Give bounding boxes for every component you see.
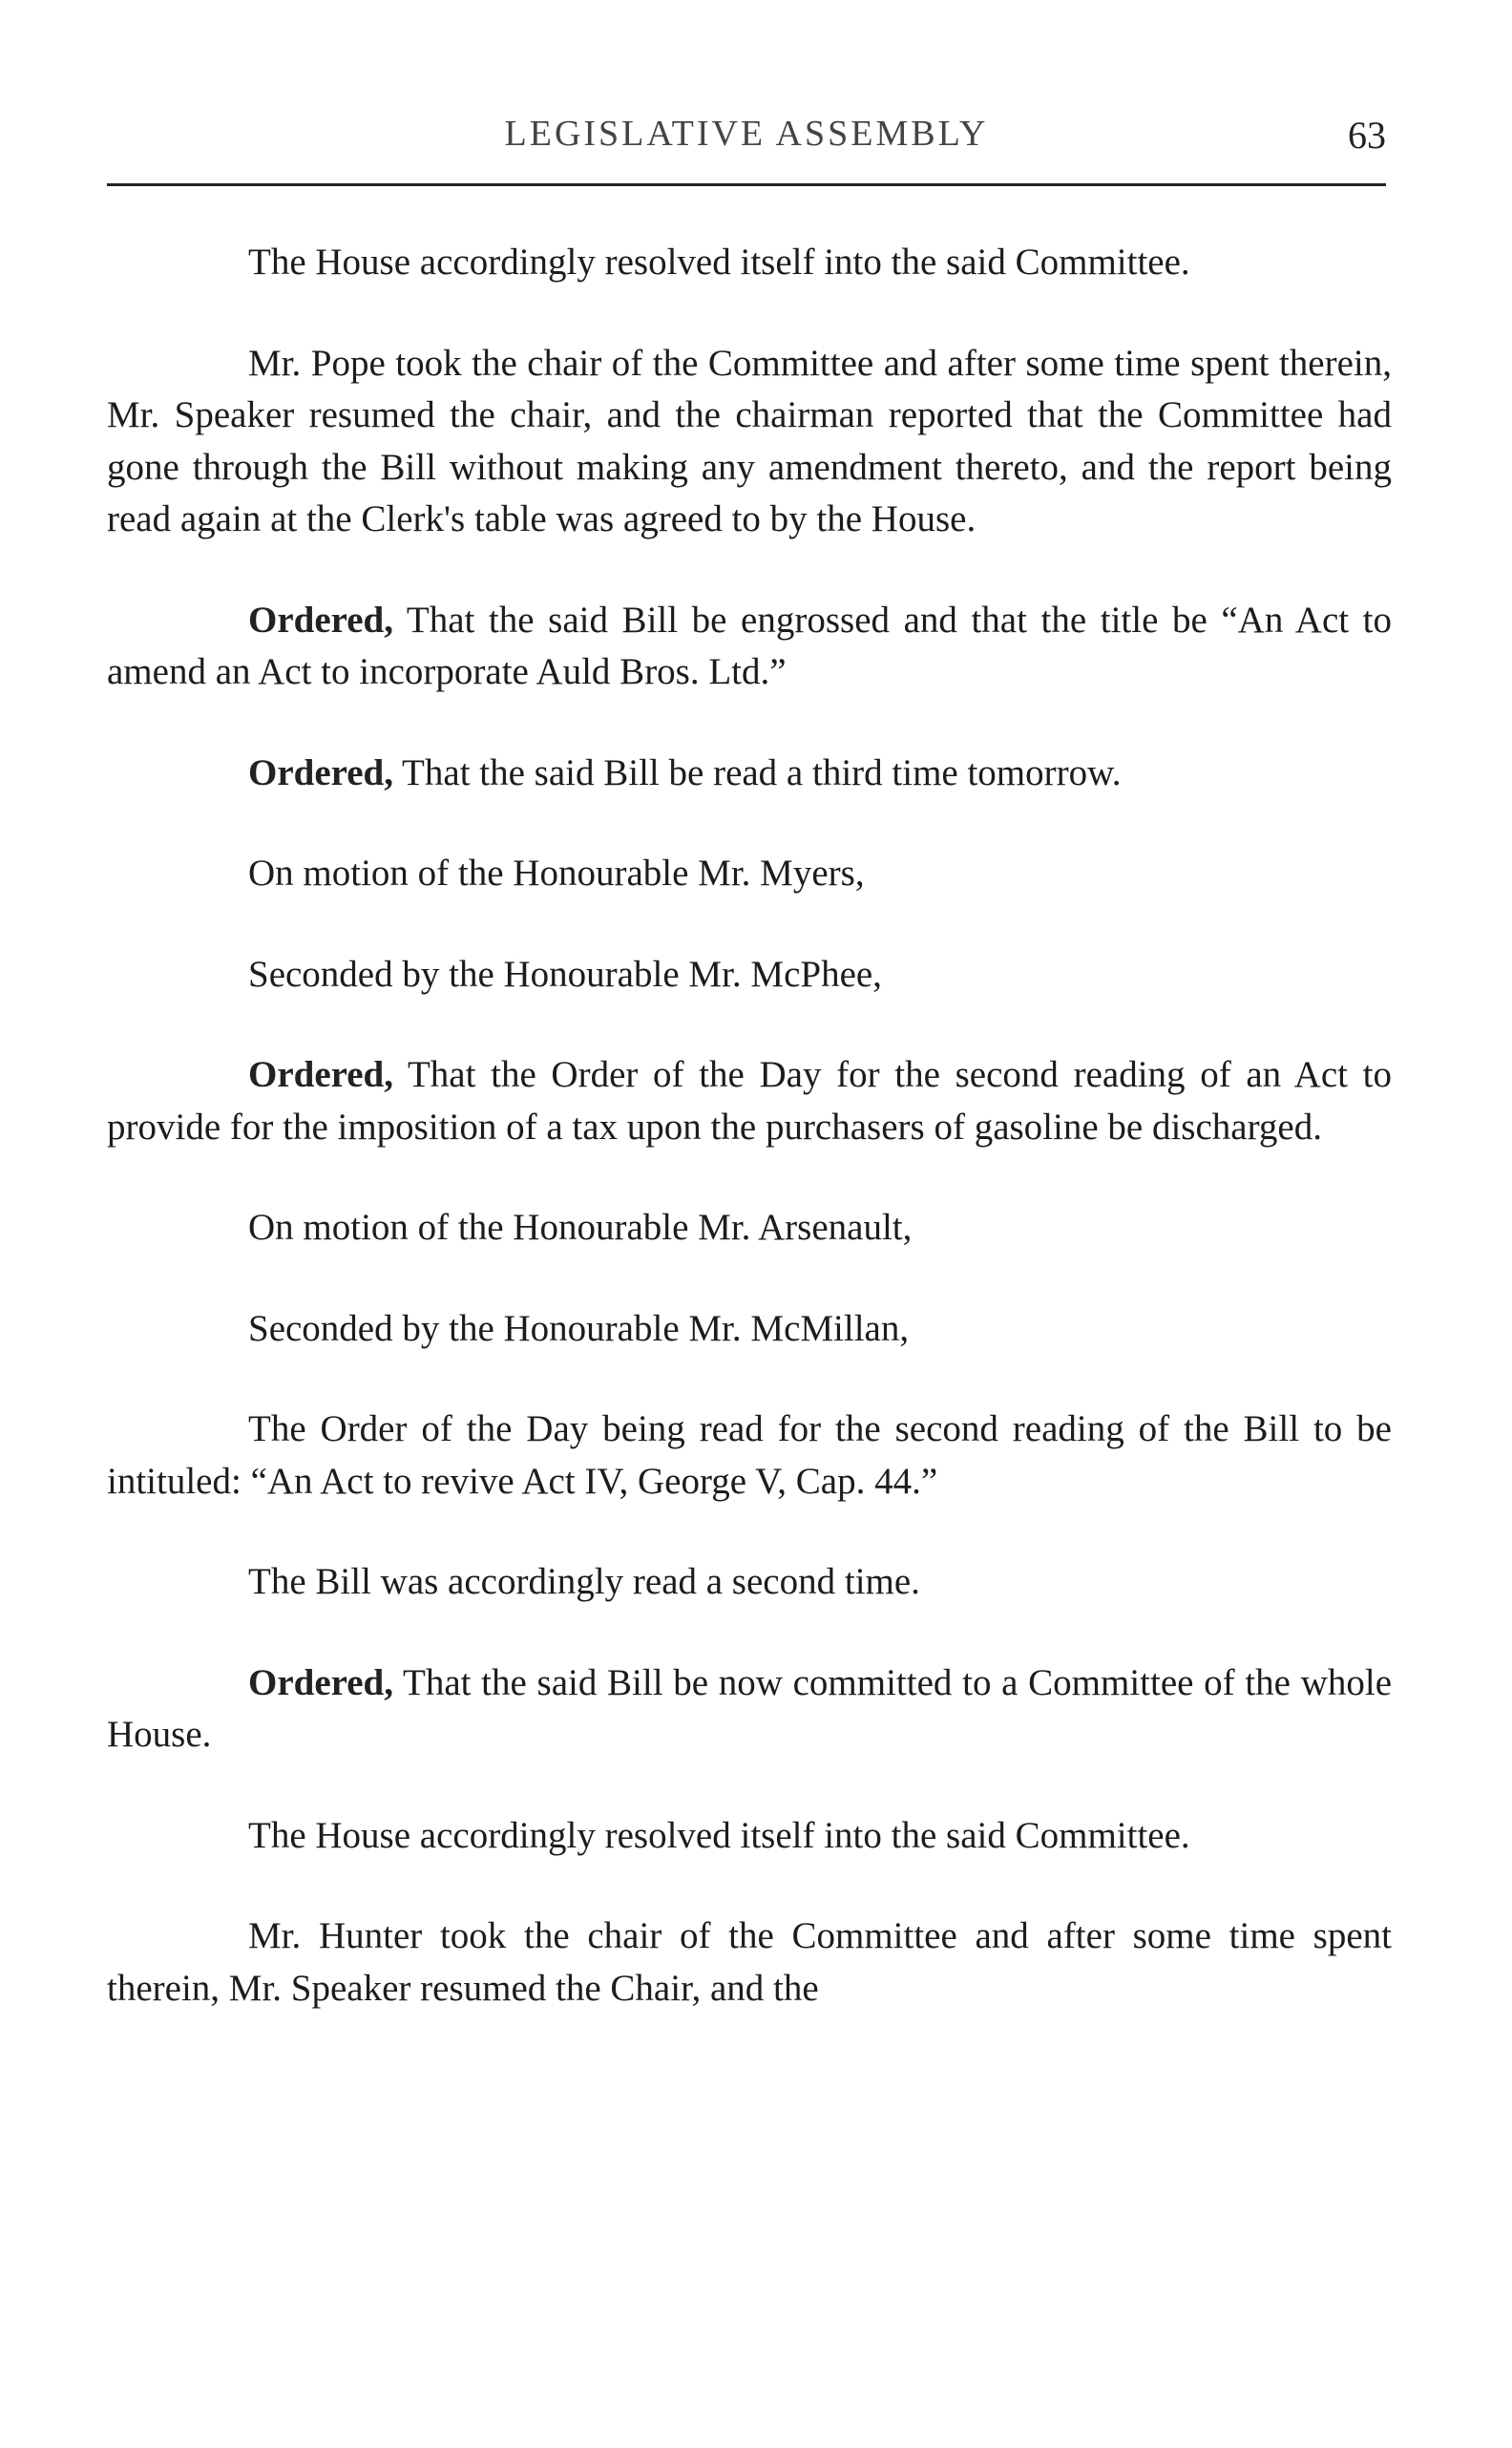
paragraph-text: The Bill was accordingly read a second time. [248, 1561, 920, 1602]
paragraph [107, 1810, 1392, 1863]
paragraph-text: On motion of the Honourable Mr. Myers, [248, 853, 865, 894]
paragraph [107, 1202, 1392, 1255]
paragraph-text: That the said Bill be now committed to a Committee of the whole House. [107, 1661, 1392, 1755]
paragraph [107, 595, 1392, 699]
paragraph-text: That the Order of the Day for the second reading of an Act to provide for the imposition of a tax upon the purchasers of gasoline be discharged. [107, 1054, 1392, 1148]
paragraph [107, 1403, 1392, 1508]
running-title: LEGISLATIVE ASSEMBLY [504, 114, 989, 154]
paragraph-text: That the said Bill be read a third time tomorrow. [393, 751, 1122, 793]
paragraph-text: The House accordingly resolved itself into the said Committee. [248, 242, 1190, 283]
paragraph-lead: Ordered, [248, 751, 394, 793]
paragraph [107, 949, 1392, 1002]
running-header [107, 113, 1386, 170]
paragraph [107, 1556, 1392, 1609]
paragraph [107, 1910, 1392, 2015]
page-body [107, 237, 1392, 2015]
paragraph-text: That the said Bill be engrossed and that the title be “An Act to amend an Act to incorporate Auld Bros. Ltd.” [107, 599, 1392, 692]
paragraph [107, 237, 1392, 289]
paragraph [107, 1657, 1392, 1762]
paragraph-text: Seconded by the Honourable Mr. McMillan, [248, 1307, 910, 1349]
paragraph [107, 1049, 1392, 1153]
paragraph-text: Mr. Hunter took the chair of the Committee and after some time spent therein, Mr. Speaker resumed the Chair, and the [107, 1915, 1392, 2009]
paragraph-text: On motion of the Honourable Mr. Arsenault, [248, 1207, 913, 1248]
page-number: 63 [1348, 114, 1386, 157]
paragraph [107, 338, 1392, 546]
paragraph-text: The House accordingly resolved itself into the said Committee. [248, 1814, 1190, 1856]
paragraph-text: The Order of the Day being read for the second reading of the Bill to be intituled: “An Act to revive Act IV, George V, Cap. 44.” [107, 1408, 1392, 1502]
paragraph [107, 848, 1392, 900]
paragraph-lead: Ordered, [248, 1661, 394, 1703]
paragraph-text: Mr. Pope took the chair of the Committee and after some time spent therein, Mr. Speaker resumed the chair, and the chairman reported that the Committee had gone through the Bill without making any amendment thereto, and the report being read again at the Clerk's table was agreed to by the House. [107, 342, 1392, 539]
paragraph-text: Seconded by the Honourable Mr. McPhee, [248, 953, 882, 995]
header-rule [107, 183, 1386, 186]
paragraph [107, 748, 1392, 800]
paragraph-lead: Ordered, [248, 1054, 394, 1095]
paragraph-lead: Ordered, [248, 599, 394, 641]
paragraph [107, 1303, 1392, 1356]
